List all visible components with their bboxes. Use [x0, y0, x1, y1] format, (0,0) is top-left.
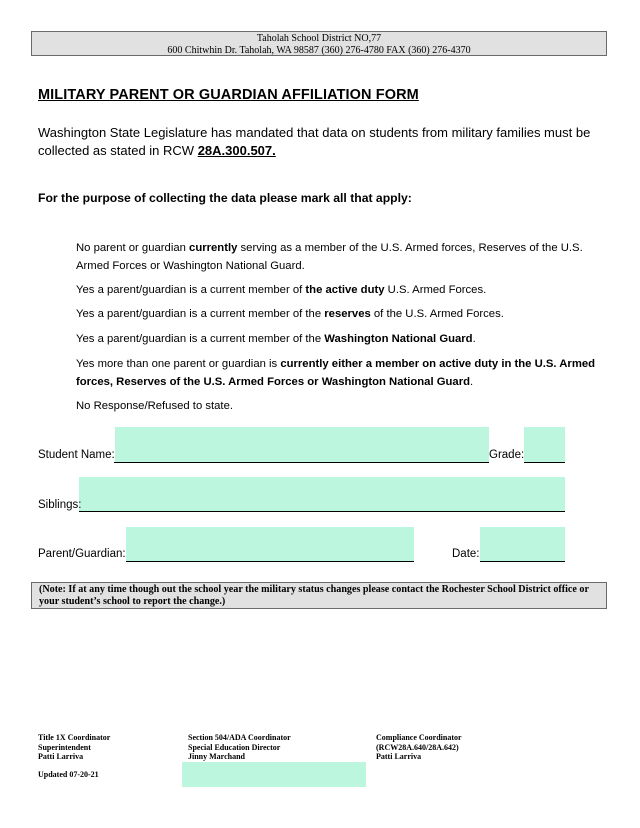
intro-text: Washington State Legislature has mandated that data on students from military families must be collected as stated in RCW: [38, 125, 591, 158]
grade-label: Grade:: [489, 449, 525, 461]
option-active-duty[interactable]: Yes a parent/guardian is a current member of the active duty U.S. Armed Forces.: [76, 284, 487, 296]
intro-paragraph: [38, 124, 598, 160]
purpose-instruction: For the purpose of collecting the data please mark all that apply:: [38, 191, 412, 205]
footer-section-504: Section 504/ADA Coordinator Special Education Director Jinny Marchand: [188, 733, 291, 761]
option-reserves[interactable]: Yes a parent/guardian is a current member of the reserves of the U.S. Armed Forces.: [76, 308, 504, 320]
district-name: Taholah School District NO,77: [256, 33, 382, 44]
footer-title-ix: Title 1X Coordinator Superintendent Patti Larriva: [38, 733, 111, 761]
option-national-guard[interactable]: Yes a parent/guardian is a current member of the Washington National Guard.: [76, 333, 476, 345]
footer-compliance: Compliance Coordinator (RCW28A.640/28A.642) Patti Larriva: [376, 733, 462, 761]
rcw-reference: 28A.300.507.: [197, 143, 276, 158]
siblings-label: Siblings:: [38, 499, 82, 511]
signature-input[interactable]: [182, 762, 366, 787]
form-title: MILITARY PARENT OR GUARDIAN AFFILIATION FORM: [38, 87, 419, 103]
grade-input[interactable]: [524, 427, 565, 463]
parent-guardian-line: [126, 561, 414, 562]
date-label: Date:: [452, 548, 480, 560]
student-name-input[interactable]: [115, 427, 489, 463]
status-change-note: (Note: If at any time though out the school year the military status changes please contact the Rochester School District office or your student’s school to report the change.): [31, 582, 607, 609]
student-name-line: [114, 462, 489, 463]
siblings-line: [79, 511, 565, 512]
district-header: [31, 31, 607, 56]
option-no-response[interactable]: No Response/Refused to state.: [76, 400, 233, 412]
option-multiple[interactable]: Yes more than one parent or guardian is currently either a member on active duty in the U.S. Armed forces, Reserves of the U.S. Armed Forces or Washington National Guard.: [76, 358, 596, 388]
option-no-parent[interactable]: No parent or guardian currently serving as a member of the U.S. Armed forces, Reserves of the U.S. Armed Forces or Washington National Guard.: [76, 242, 583, 272]
student-name-label: Student Name:: [38, 449, 115, 461]
date-input[interactable]: [480, 527, 565, 562]
grade-line: [524, 462, 565, 463]
siblings-input[interactable]: [79, 477, 565, 512]
updated-date: Updated 07-20-21: [38, 770, 99, 779]
parent-guardian-label: Parent/Guardian:: [38, 548, 126, 560]
parent-guardian-input[interactable]: [126, 527, 414, 562]
date-line: [480, 561, 565, 562]
district-address: 600 Chitwhin Dr. Taholah, WA 98587 (360) 276-4780 FAX (360) 276-4370: [167, 44, 471, 56]
